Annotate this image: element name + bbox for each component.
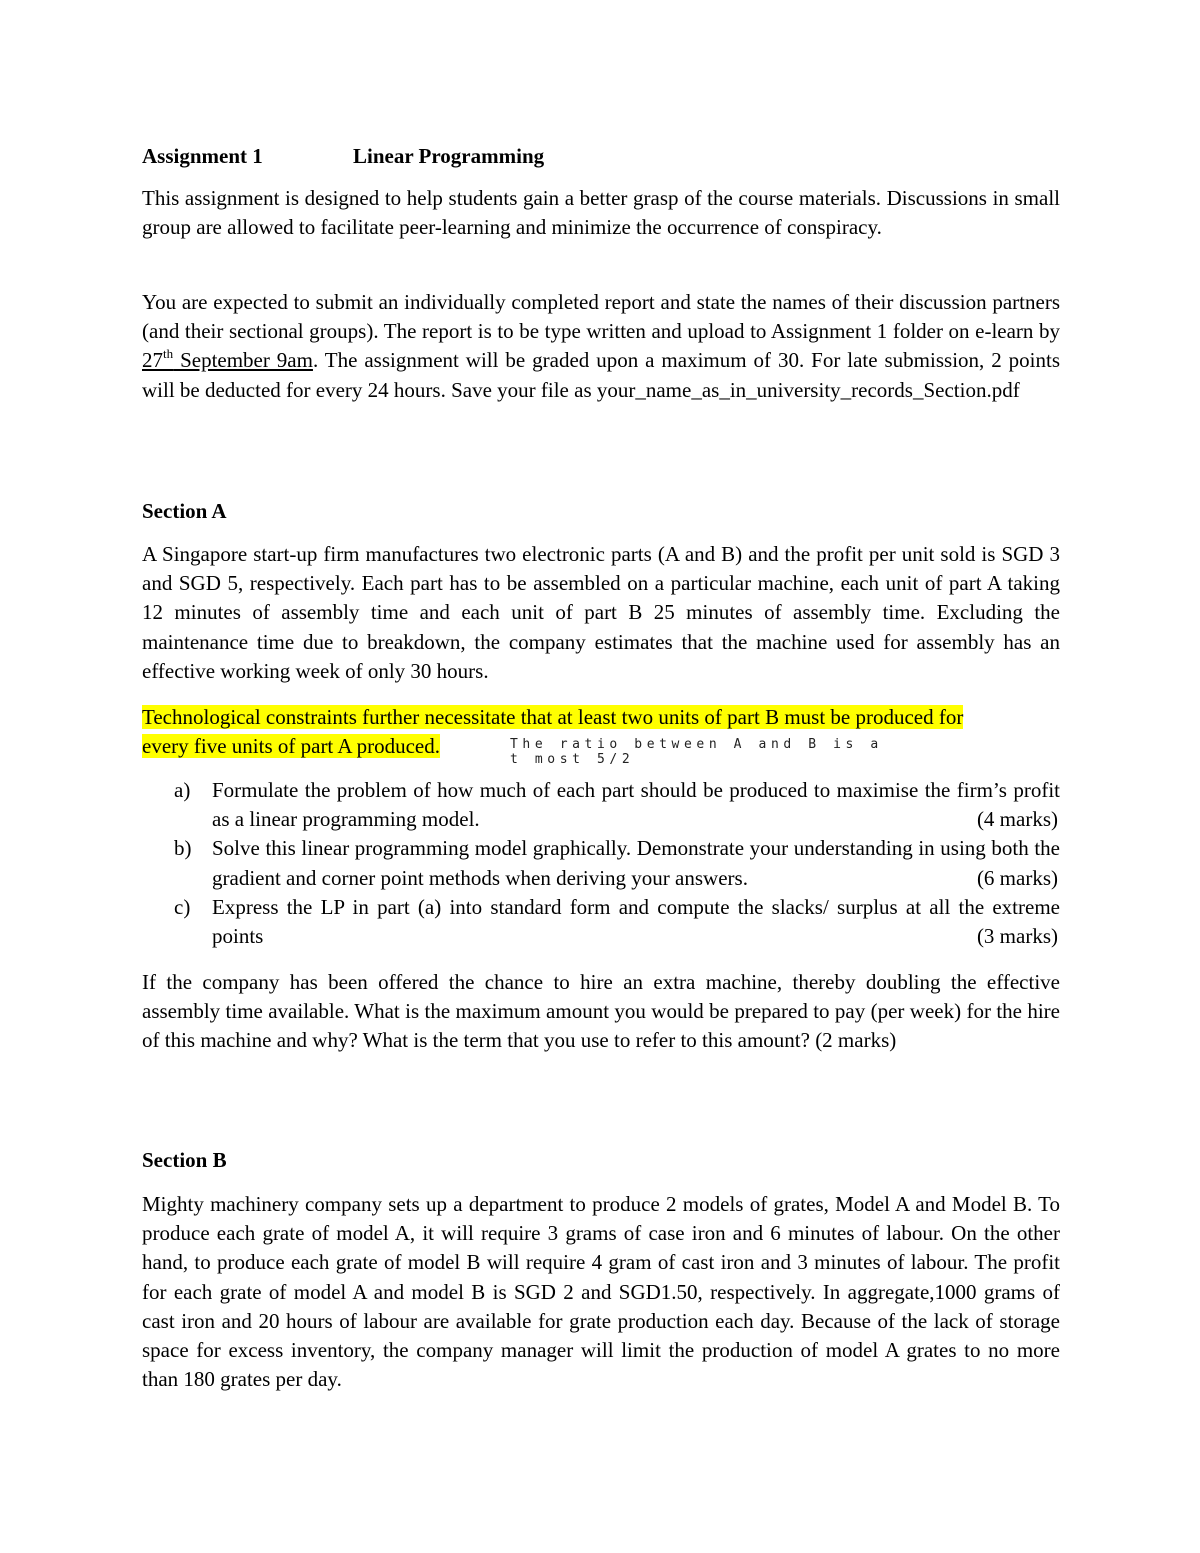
section-a-paragraph-2: If the company has been offered the chance to hire an extra machine, thereby doubling the effective assembly time available. What is the maximum amount you would be prepared to pay (per week) for the hire of this machine and why? What is the term that you use to refer to this amount? (2 marks) [142, 970, 1060, 1053]
annotation-line-2: t most 5/2 [510, 752, 635, 767]
section-a-paragraph-1: A Singapore start-up firm manufactures two electronic parts (A and B) and the profit per unit sold is SGD 3 and SGD 5, respectively. Each part has to be assembled on a particular machine, each unit of part A taking 12 minutes of assembly time and each unit of part B 25 minutes of assembly time. Excluding the maintenance time due to breakdown, the company estimates that the machine used for assembly has an effective working week of only 30 hours. [142, 542, 1060, 683]
assignment-topic: Linear Programming [353, 144, 545, 168]
intro-paragraph-1: This assignment is designed to help students gain a better grasp of the course materials. Discussions in small group are allowed to facilitate peer-learning and minimize the occurrence of conspiracy. [142, 186, 1060, 240]
annotation-line-1: The ratio between A and B is a [510, 737, 883, 752]
highlight-line-2: every five units of part A produced. [142, 734, 440, 759]
question-b [142, 834, 1060, 892]
question-list [142, 776, 1060, 951]
question-text: Solve this linear programming model graphically. Demonstrate your understanding in using both the gradient and corner point methods when deriving your answers. [212, 836, 1060, 890]
intro-p2-before: You are expected to submit an individually completed report and state the names of their discussion partners (and their sectional groups). The report is to be type written and upload to Assignment 1 folder on e-learn by [142, 290, 1060, 344]
assignment-number: Assignment 1 [142, 144, 263, 168]
section-b-heading: Section B [142, 1148, 227, 1172]
due-date-rest: September 9am [173, 348, 313, 373]
question-text: Express the LP in part (a) into standard form and compute the slacks/ surplus at all the extreme points [212, 894, 1060, 949]
due-day-suffix: th [163, 346, 174, 362]
question-marks: (4 marks) [976, 807, 1058, 832]
question-text: Formulate the problem of how much of each part should be produced to maximise the firm’s profit as a linear programming model. [212, 778, 1060, 832]
question-marks: (3 marks) [976, 924, 1058, 949]
question-a [142, 776, 1060, 834]
question-label: b) [174, 836, 192, 861]
document-title [142, 142, 545, 171]
highlight-line-1: Technological constraints further necessitate that at least two units of part B must be produced for [142, 705, 964, 729]
question-label: c) [174, 894, 191, 919]
due-day: 27 [142, 348, 163, 373]
question-c [142, 893, 1060, 951]
intro-paragraph-2 [142, 288, 1060, 405]
section-a-heading: Section A [142, 499, 227, 523]
question-label: a) [174, 778, 191, 802]
section-b-paragraph-1: Mighty machinery company sets up a department to produce 2 models of grates, Model A and Model B. To produce each grate of model A, it will require 3 grams of case iron and 6 minutes of labour. On the other hand, to produce each grate of model B will require 4 gram of cast iron and 3 minutes of labour. The profit for each grate of model A and model B is SGD 2 and SGD1.50, respectively. In aggregate,1000 grams of cast iron and 20 hours of labour are available for grate production each day. Because of the lack of storage space for excess inventory, the company manager will limit the production of model A grates to no more than 180 grates per day. [142, 1192, 1060, 1392]
question-marks: (6 marks) [976, 865, 1058, 890]
intro-p2-after: . The assignment will be graded upon a maximum of 30. For late submission, 2 points will be deducted for every 24 hours. Save your file as your_name_as_in_university_records_Section.pdf [142, 348, 1060, 402]
handwritten-annotation [510, 737, 883, 767]
due-date [142, 348, 313, 372]
